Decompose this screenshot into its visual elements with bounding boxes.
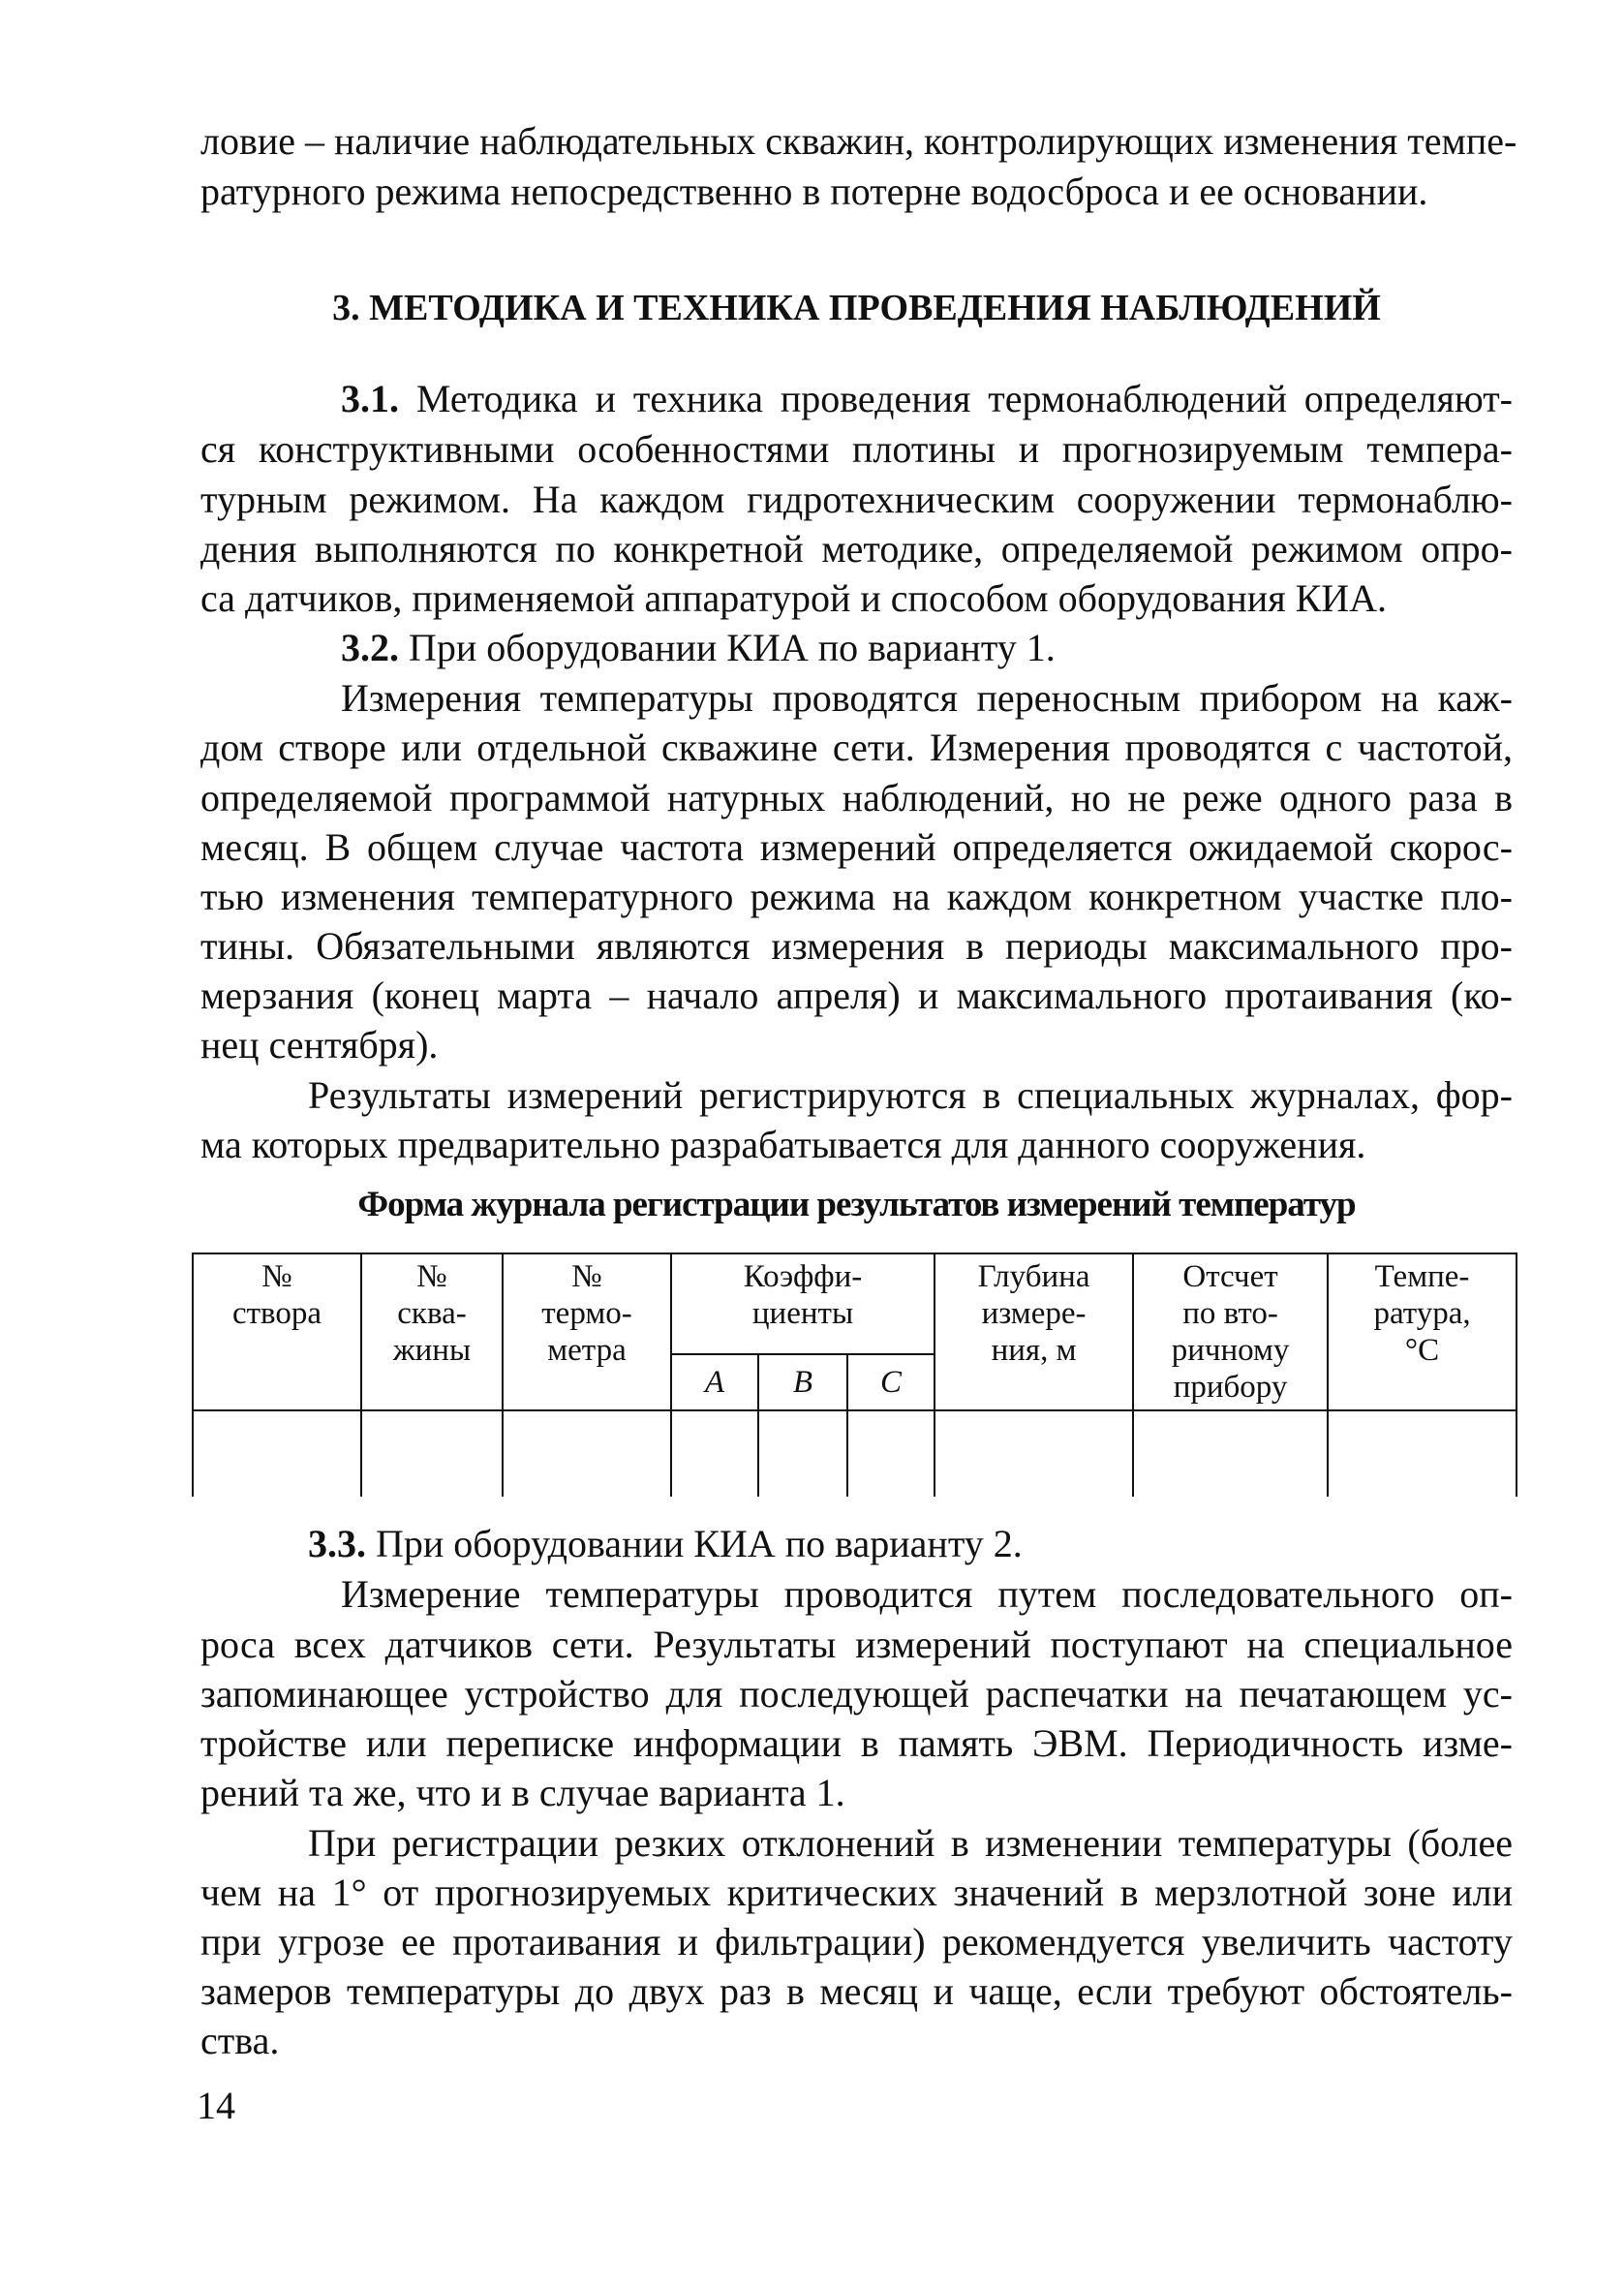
- p31-line-4: дения выполняются по конкретной методике, определяемой режимом опро-: [200, 527, 1513, 571]
- p31-number: 3.1.: [341, 377, 399, 420]
- p33b-line-2: чем на 1° от прогнозируемых критических значений в мерзлотной зоне или: [200, 1871, 1513, 1914]
- header-termometr-line: термо-: [541, 1296, 632, 1331]
- p32a-line-7: мерзания (конец марта – начало апреля) и максимального протаивания (ко-: [200, 974, 1513, 1017]
- header-skvazhina-line: №: [416, 1259, 447, 1294]
- table-cell: [361, 1410, 503, 1497]
- p32a-line-6: тины. Обязательными являются измерения в периоды максимального про-: [200, 924, 1513, 968]
- header-stvor: [193, 1253, 361, 1410]
- header-glubina: [935, 1253, 1133, 1410]
- header-otschet-line: прибору: [1173, 1370, 1288, 1405]
- header-termometr: [503, 1253, 671, 1410]
- p33-line: [308, 1521, 1513, 1567]
- p32a-line-2: дом створе или отдельной скважине сети. Измерения проводятся с частотой,: [200, 726, 1513, 769]
- p33b-line-5: ства.: [200, 2019, 280, 2062]
- intro-line-1: ловие – наличие наблюдательных скважин, контролирующих изменения темпе-: [200, 119, 1517, 163]
- page-number: 14: [197, 2084, 235, 2127]
- intro-line-2: ратурного режима непосредственно в потерне водосброса и ее основании.: [200, 170, 1428, 213]
- section-heading: 3. МЕТОДИКА И ТЕХНИКА ПРОВЕДЕНИЯ НАБЛЮДЕНИЙ: [332, 288, 1381, 328]
- p33b-line-1: При регистрации резких отклонений в изменении температуры (более: [308, 1821, 1513, 1865]
- p32a-line-1: Измерения температуры проводятся переносным прибором на каж-: [341, 676, 1513, 720]
- p32a-line-5: тью изменения температурного режима на каждом конкретном участке пло-: [200, 875, 1513, 918]
- table-cell: [935, 1410, 1133, 1497]
- header-koef-c: C: [847, 1354, 935, 1410]
- header-stvor-line: створа: [231, 1296, 322, 1331]
- p33-text: При оборудовании КИА по варианту 2.: [366, 1522, 1023, 1565]
- p33a-line-5: рений та же, что и в случае варианта 1.: [200, 1771, 845, 1814]
- p33-number: 3.3.: [308, 1522, 366, 1565]
- p31-line-5: са датчиков, применяемой аппаратурой и способом оборудования КИА.: [200, 576, 1388, 620]
- table-cell: [503, 1410, 671, 1497]
- p33a-line-1: Измерение температуры проводится путем последовательного оп-: [341, 1572, 1513, 1616]
- header-koef: [671, 1253, 935, 1354]
- p31-line-3: турным режимом. На каждом гидротехническим сооружении термонаблю-: [200, 478, 1513, 521]
- p32a-line-4: месяц. В общем случае частота измерений определяется ожидаемой скорос-: [200, 825, 1513, 869]
- p32b-line-2: ма которых предварительно разрабатывается для данного сооружения.: [200, 1123, 1366, 1166]
- p32b-line-1: Результаты измерений регистрируются в специальных журналах, фор-: [308, 1073, 1513, 1117]
- header-koef-line: Коэффи-: [743, 1259, 863, 1294]
- p31-first-text: Методика и техника проведения термонаблюдений определяют-: [399, 377, 1513, 420]
- table-title: Форма журнала регистрации результатов измерений температур: [357, 1185, 1356, 1224]
- p32-text: При оборудовании КИА по варианту 1.: [399, 626, 1056, 669]
- header-otschet-line: ричному: [1171, 1333, 1290, 1368]
- header-temp-line: Темпе-: [1374, 1259, 1470, 1294]
- header-skvazhina-line: сква-: [397, 1296, 467, 1331]
- header-temp: [1328, 1253, 1517, 1410]
- header-koef-b: B: [758, 1354, 847, 1410]
- header-termometr-line: №: [571, 1259, 602, 1294]
- table-cell: [847, 1410, 935, 1497]
- header-glubina-line: Глубина: [977, 1259, 1090, 1294]
- journal-form-table: [192, 1253, 1517, 1497]
- header-temp-line: ратура,: [1373, 1296, 1471, 1331]
- header-glubina-line: измере-: [981, 1296, 1087, 1331]
- table-header-row: [193, 1253, 1517, 1354]
- table-cell: [671, 1410, 758, 1497]
- table-cell: [758, 1410, 847, 1497]
- table-cell: [1328, 1410, 1517, 1497]
- p33b-line-3: при угрозе ее протаивания и фильтрации) рекомендуется увеличить частоту: [200, 1920, 1513, 1964]
- header-temp-line: °C: [1404, 1333, 1440, 1368]
- header-skvazhina: [361, 1253, 503, 1410]
- header-glubina-line: ния, м: [991, 1333, 1077, 1368]
- header-skvazhina-line: жины: [392, 1333, 472, 1368]
- header-otschet: [1133, 1253, 1328, 1410]
- p31-line-1: [341, 376, 1513, 422]
- p31-line-2: ся конструктивными особенностями плотины и прогнозируемым темпера-: [200, 427, 1513, 471]
- p32a-line-3: определяемой программой натурных наблюдений, но не реже одного раза в: [200, 776, 1513, 820]
- p32-number: 3.2.: [341, 626, 399, 669]
- header-otschet-line: по вто-: [1182, 1296, 1278, 1331]
- p32-line: [341, 625, 1513, 671]
- header-stvor-line: №: [261, 1259, 292, 1294]
- table-cell: [193, 1410, 361, 1497]
- table-cell: [1133, 1410, 1328, 1497]
- p32a-line-8: нец сентября).: [200, 1023, 439, 1067]
- header-otschet-line: Отсчет: [1182, 1259, 1278, 1294]
- header-termometr-line: метра: [547, 1333, 627, 1368]
- p33a-line-2: роса всех датчиков сети. Результаты измерений поступают на специальное: [200, 1623, 1513, 1666]
- header-koef-line: циенты: [751, 1296, 854, 1331]
- header-koef-a: A: [671, 1354, 758, 1410]
- p33a-line-3: запоминающее устройство для последующей распечатки на печатающем ус-: [200, 1672, 1513, 1716]
- p33a-line-4: тройстве или переписке информации в память ЭВМ. Периодичность изме-: [200, 1721, 1513, 1765]
- p33b-line-4: замеров температуры до двух раз в месяц и чаще, если требуют обстоятель-: [200, 1969, 1513, 2013]
- table-empty-row: [193, 1410, 1517, 1497]
